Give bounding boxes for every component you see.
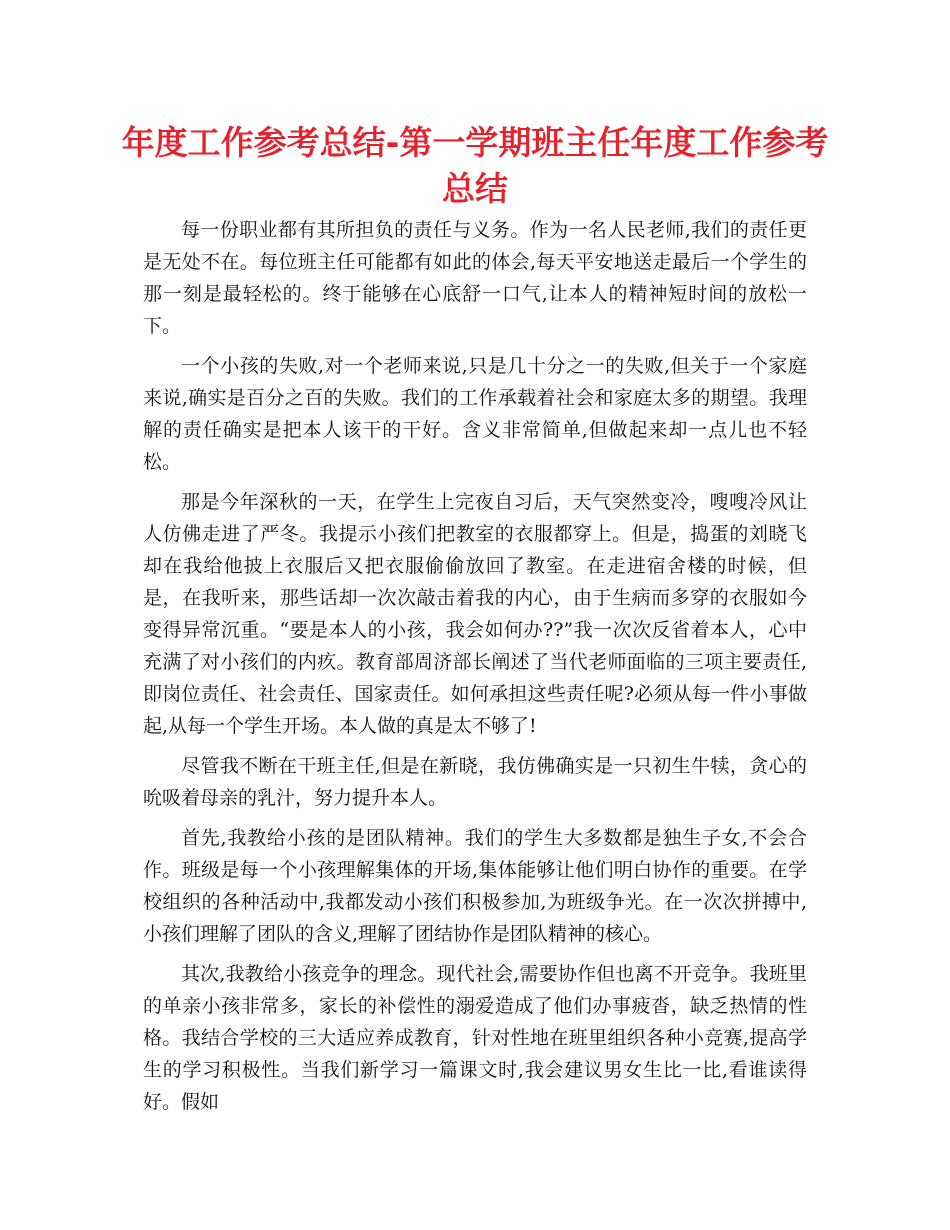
document-body	[143, 214, 807, 1126]
document-title: 年度工作参考总结-第一学期班主任年度工作参考总结	[121, 123, 829, 208]
paragraph-2: 一个小孩的失败,对一个老师来说,只是几十分之一的失败,但关于一个家庭来说,确实是百分之百的失败。我们的工作承载着社会和家庭太多的期望。我理解的责任确实是把本人该干的干好。含义非常简单,但做起来却一点儿也不轻松。	[143, 355, 807, 473]
paragraph-6: 其次,我教给小孩竞争的理念。现代社会,需要协作但也离不开竞争。我班里的单亲小孩非常多，家长的补偿性的溺爱造成了他们办事疲沓，缺乏热情的性格。我结合学校的三大适应养成教育，针对性地在班里组织各种小竞赛,提高学生的学习积极性。当我们新学习一篇课文时,我会建议男女生比一比,看谁读得好。假如	[143, 963, 807, 1113]
paragraph-3: 那是今年深秋的一天，在学生上完夜自习后，天气突然变冷，嗖嗖冷风让人仿佛走进了严冬。我提示小孩们把教室的衣服都穿上。但是，捣蛋的刘晓飞却在我给他披上衣服后又把衣服偷偷放回了教室。在走进宿舍楼的时候，但是，在我听来，那些话却一次次敲击着我的内心，由于生病而多穿的衣服如今变得异常沉重。“要是本人的小孩，我会如何办??”我一次次反省着本人，心中充满了对小孩们的内疚。教育部周济部长阐述了当代老师面临的三项主要责任,即岗位责任、社会责任、国家责任。如何承担这些责任呢?必须从每一件小事做起,从每一个学生开场。本人做的真是太不够了!	[143, 491, 807, 737]
paragraph-4: 尽管我不断在干班主任,但是在新晓，我仿佛确实是一只初生牛犊，贪心的吮吸着母亲的乳汁，努力提升本人。	[143, 755, 807, 809]
paragraph-5: 首先,我教给小孩的是团队精神。我们的学生大多数都是独生子女,不会合作。班级是每一个小孩理解集体的开场,集体能够让他们明白协作的重要。在学校组织的各种活动中,我都发动小孩们积极参加,为班级争光。在一次次拼搏中,小孩们理解了团队的含义,理解了团结协作是团队精神的核心。	[143, 827, 807, 945]
paragraph-1: 每一份职业都有其所担负的责任与义务。作为一名人民老师,我们的责任更是无处不在。每位班主任可能都有如此的体会,每天平安地送走最后一个学生的那一刻是最轻松的。终于能够在心底舒一口气,让本人的精神短时间的放松一下。	[143, 219, 807, 337]
